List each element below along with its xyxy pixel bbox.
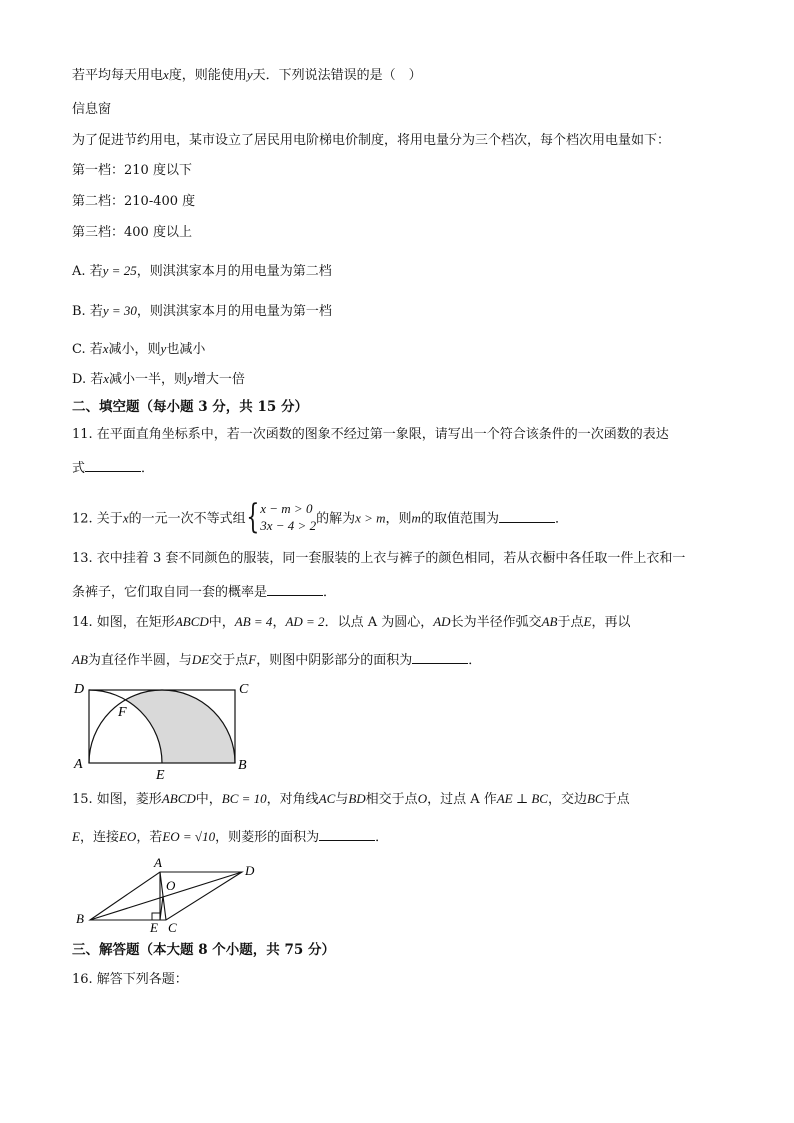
answer-blank[interactable] — [85, 457, 141, 472]
option-c: C. 若x减小，则y也减小 — [72, 341, 206, 357]
section-2-heading: 二、填空题（每小题 3 分，共 15 分） — [72, 399, 308, 415]
label-c: C — [239, 682, 249, 697]
info-box-title: 信息窗 — [72, 102, 112, 117]
q15-line1: 15. 如图，菱形ABCD中，BC = 10，对角线AC与BD相交于点O，过点 A 作AE ⊥ BC，交边BC于点 — [72, 791, 630, 807]
brace-symbol: { — [245, 497, 259, 537]
q13-line2: 条裤子，它们取自同一套的概率是 ． — [72, 581, 336, 602]
label-b: B — [76, 911, 84, 926]
option-b: B. 若y = 30，则淇淇家本月的用电量为第一档 — [72, 303, 332, 319]
answer-blank[interactable] — [319, 826, 375, 841]
shaded-region — [124, 690, 235, 763]
q11-line1: 11. 在平面直角坐标系中，若一次函数的图象不经过第一象限，请写出一个符合该条件的一次函数的表达 — [72, 427, 669, 442]
tier-1: 第一档：210 度以下 — [72, 163, 192, 178]
q14-figure — [60, 676, 260, 784]
tier-3: 第三档：400 度以上 — [72, 225, 192, 240]
label-o: O — [166, 878, 176, 893]
q16: 16. 解答下列各题： — [72, 972, 188, 987]
question-stem: 若平均每天用电x度，则能使用y天．下列说法错误的是（ ） — [72, 67, 422, 83]
right-angle-mark — [152, 913, 160, 920]
option-d: D. 若x减小一半，则y增大一倍 — [72, 371, 245, 387]
label-d: D — [245, 863, 255, 878]
option-a: A. 若y = 25，则淇淇家本月的用电量为第二档 — [72, 263, 332, 279]
label-c: C — [168, 920, 177, 934]
label-e: E — [150, 920, 158, 934]
label-a: A — [74, 757, 83, 772]
q14-line1: 14. 如图，在矩形ABCD中，AB = 4，AD = 2．以点 A 为圆心，AD长为半径作弧交AB于点E，再以 — [72, 614, 631, 630]
q12: 12. 关于x的一元一次不等式组 { x − m > 0 3x − 4 > 2 的解为x > m，则m的取值范围为 ． — [72, 497, 568, 537]
info-description: 为了促进节约用电，某市设立了居民用电阶梯电价制度，将用电量分为三个档次，每个档次用电量如下： — [72, 133, 671, 148]
q15-line2: E，连接EO，若EO = √10，则菱形的面积为 ． — [72, 826, 388, 847]
label-d: D — [74, 682, 85, 697]
label-b: B — [238, 758, 247, 773]
label-f: F — [118, 705, 127, 720]
q11-line2: 式 ． — [72, 457, 154, 478]
inequality-system: { x − m > 0 3x − 4 > 2 — [245, 497, 317, 537]
q15-figure — [66, 852, 276, 934]
answer-blank[interactable] — [412, 649, 468, 664]
tier-2: 第二档：210-400 度 — [72, 194, 196, 209]
q13-line1: 13. 衣中挂着 3 套不同颜色的服装，同一套服装的上衣与裤子的颜色相同，若从衣橱中各任取一件上衣和一 — [72, 551, 686, 566]
answer-blank[interactable] — [499, 508, 555, 523]
label-e: E — [156, 768, 165, 783]
label-a: A — [154, 855, 162, 870]
q14-line2: AB为直径作半圆，与DE交于点F，则图中阴影部分的面积为 ． — [72, 649, 481, 670]
answer-blank[interactable] — [267, 581, 323, 596]
section-3-heading: 三、解答题（本大题 8 个小题，共 75 分） — [72, 942, 335, 958]
